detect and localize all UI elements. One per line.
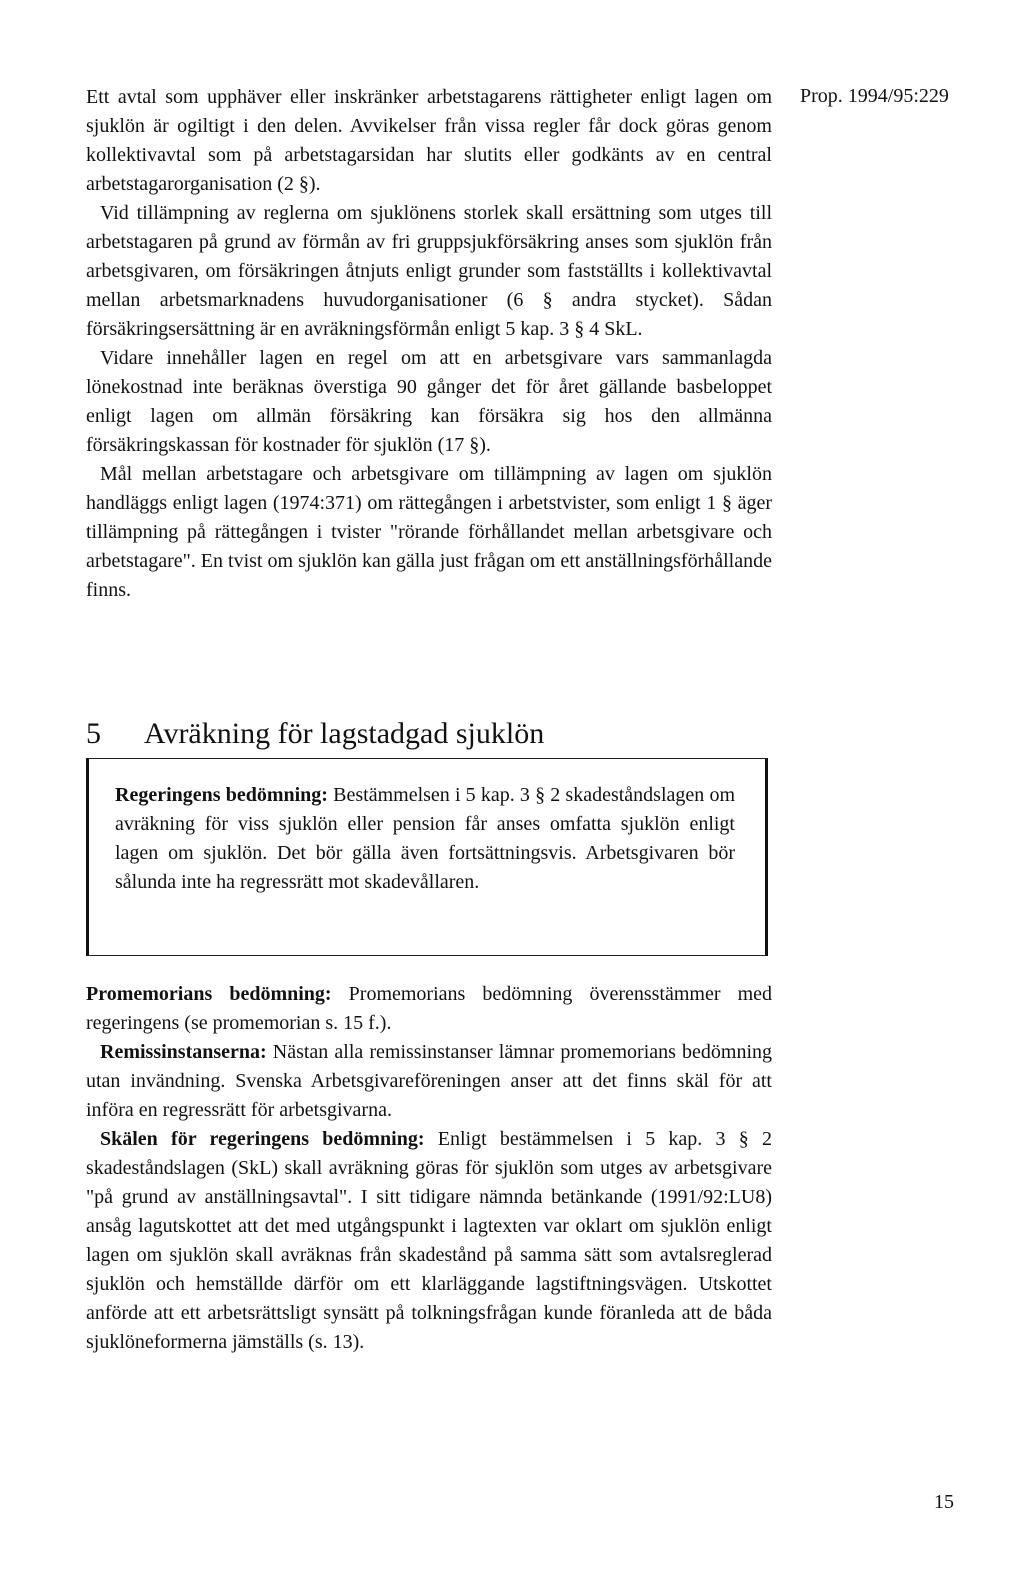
paragraph-sick-pay-calculation: Vid tillämpning av reglerna om sjuklönens storlek skall ersättning som utges till arbetstagaren på grund av förmån av fri gruppsjukförsäkring anses som sjuklön från arbetsgivaren, om försäkringen åtnjuts enligt grunder som fastställts i kollektivavtal mellan arbetsmarknadens huvudorganisationer (6 § andra stycket). Sådan försäkringsersättning är en avräkningsförmån enligt 5 kap. 3 § 4 SkL. bbox=[86, 202, 772, 340]
paragraph-contract-validity: Ett avtal som upphäver eller inskränker arbetstagarens rättigheter enligt lagen om sjuklön är ogiltigt i den delen. Avvikelser från vissa regler får dock göras genom kollektivavtal som på arbetstagarsidan har slutits eller godkänts av en central arbetstagarorganisation (2 §). bbox=[86, 86, 772, 195]
government-assessment-lead: Regeringens bedömning: bbox=[115, 784, 328, 806]
bottom-text-column bbox=[86, 980, 772, 1357]
memorandum-assessment-body: Promemorians bedömning överensstämmer med regeringens (se promemorian s. 15 f.). bbox=[86, 983, 773, 1034]
government-assessment-box bbox=[86, 758, 768, 956]
paragraph-employer-insurance: Vidare innehåller lagen en regel om att en arbetsgivare vars sammanlagda lönekostnad inte beräknas överstiga 90 gånger det för året gällande basbeloppet enligt lagen om allmän försäkring kan försäkra sig hos den allmänna försäkringskassan för kostnader för sjuklön (17 §). bbox=[86, 347, 772, 456]
consultation-bodies-lead: Remissinstanserna: bbox=[100, 1041, 267, 1063]
page-number: 15 bbox=[934, 1491, 954, 1513]
paragraph-government-reasons bbox=[86, 1125, 772, 1357]
top-text-column bbox=[86, 83, 772, 605]
section-number: 5 bbox=[86, 717, 101, 750]
government-assessment-body: Bestämmelsen i 5 kap. 3 § 2 skadeståndslagen om avräkning för viss sjuklön eller pension får anses omfatta sjuklön enligt lagen om sjuklön. Det bör gälla även fortsättningsvis. Arbetsgivaren bör sålunda inte ha regressrätt mot skadevållaren. bbox=[115, 784, 735, 893]
memorandum-assessment-lead: Promemorians bedömning: bbox=[86, 983, 332, 1005]
government-assessment-text bbox=[115, 781, 735, 897]
proposition-reference: Prop. 1994/95:229 bbox=[800, 85, 949, 107]
section-heading bbox=[86, 716, 786, 752]
section-title: Avräkning för lagstadgad sjuklön bbox=[144, 717, 545, 750]
government-reasons-body: Enligt bestämmelsen i 5 kap. 3 § 2 skadeståndslagen (SkL) skall avräkning göras för sjuklön som utges av arbetsgivare "på grund av anställningsavtal". I sitt tidigare nämnda betänkande (1991/92:LU8) ansåg lagutskottet att det med utgångspunkt i lagtexten var oklart om sjuklön enligt lagen om sjuklön skall avräknas från skadestånd på samma sätt som avtalsreglerad sjuklön och hemställde därför om ett klarläggande lagstiftningsvägen. Utskottet anförde att ett arbetsrättsligt synsätt på tolkningsfrågan kunde föranleda att de båda sjuklöneformerna jämställs (s. 13). bbox=[86, 1128, 772, 1353]
paragraph-memorandum-assessment bbox=[86, 980, 772, 1038]
consultation-bodies-body: Nästan alla remissinstanser lämnar promemorians bedömning utan invändning. Svenska Arbetsgivareföreningen anser att det finns skäl för att införa en regressrätt för arbetsgivarna. bbox=[86, 1041, 772, 1121]
government-reasons-lead: Skälen för regeringens bedömning: bbox=[100, 1128, 425, 1150]
paragraph-consultation-bodies bbox=[86, 1038, 772, 1125]
paragraph-labour-disputes: Mål mellan arbetstagare och arbetsgivare om tillämpning av lagen om sjuklön handläggs enligt lagen (1974:371) om rättegången i arbetstvister, som enligt 1 § äger tillämpning på rättegången i tvister "rörande förhållandet mellan arbetsgivare och arbetstagare". En tvist om sjuklön kan gälla just frågan om ett anställningsförhållande finns. bbox=[86, 463, 772, 601]
